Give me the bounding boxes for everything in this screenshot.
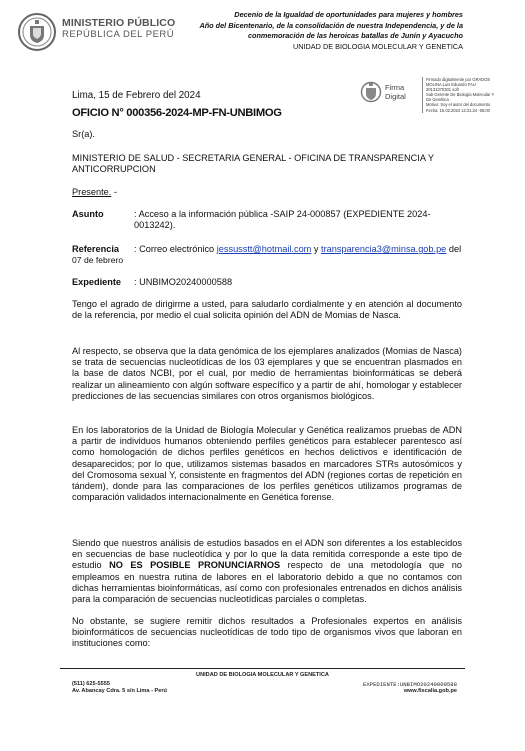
- digital-signature-block: [360, 77, 500, 123]
- decree-line: conmemoración de las heroicas batallas de Junín y Ayacucho: [247, 31, 463, 40]
- footer-phone: (511) 625-5555: [72, 681, 110, 687]
- email-link-2[interactable]: transparencia3@minsa.gob.pe: [321, 244, 447, 254]
- referencia-date: 07 de febrero: [72, 255, 124, 265]
- expediente-label: Expediente: [72, 277, 122, 287]
- footer-expediente: EXPEDIENTE:UNBIMO20240000588: [363, 681, 457, 688]
- paragraph-4: Siendo que nuestros análisis de estudios basados en el ADN son diferentes a los establecidos en secuencias de base nucleotídica y por lo que la data remitida corresponde a este tipo de estudio NO ES POSIBLE PRONUNCIARNOS respecto de una metodología que no empleamos en nuestra rutina de labores en el laboratorio debido a que no contamos con dichas herramientas bioinformáticas, así como con profesionales entrenados en dichos análisis para la comparación de secuencias nucleotídicas parciales o completas.: [72, 538, 462, 605]
- footer-website[interactable]: www.fiscalia.gob.pe: [403, 688, 457, 694]
- decree-line: Decenio de la Igualdad de oportunidades para mujeres y hombres: [234, 10, 463, 19]
- referencia-value: : Correo electrónico jessusstt@hotmail.com y transparencia3@minsa.gob.pe del: [134, 244, 462, 254]
- asunto-value: : Acceso a la información pública -SAIP 24-000857 (EXPEDIENTE 2024-0013242).: [134, 209, 431, 231]
- oficio-number: OFICIO N° 000356-2024-MP-FN-UNBIMOG: [72, 107, 282, 119]
- signature-seal-icon: [360, 79, 382, 109]
- paragraph-1: Tengo el agrado de dirigirme a usted, para saludarlo cordialmente y en atención al documento de la referencia, por medio el cual solicita opinión del ADN de Momias de Nasca.: [72, 299, 462, 321]
- expediente-value: : UNBIMO20240000588: [134, 277, 233, 287]
- decree-line: Año del Bicentenario, de la consolidación de nuestra Independencia, y de la: [199, 20, 463, 30]
- footer-unit: UNIDAD DE BIOLOGIA MOLECULAR Y GENETICA: [196, 672, 329, 678]
- not-possible-statement: NO ES POSIBLE PRONUNCIARNOS: [109, 560, 281, 571]
- paragraph-5: No obstante, se sugiere remitir dichos resultados a Profesionales expertos en análisis bioinformáticos de secuencias nucleotídicas de todo tipo de organismos vivos que laboran en instituciones como:: [72, 616, 462, 649]
- signature-divider: [422, 77, 423, 113]
- footer-divider: [60, 668, 465, 669]
- institution-name-line2: REPÚBLICA DEL PERÚ: [62, 29, 175, 40]
- presente-line: Presente. -: [72, 187, 117, 197]
- recipient: MINISTERIO DE SALUD - SECRETARIA GENERAL - OFICINA DE TRANSPARENCIA Y ANTICORRUPCION: [72, 153, 434, 175]
- signature-meta: Firmado digitalmente por GRADOS MOLINA Luis Eduardo FAU 20131370301 soft Sub Gerente De Biología Molecular Y De Genética Motivo: Soy el autor del documento Fecha: 15.02.2024 12:21:24 -05:00: [426, 77, 495, 113]
- asunto-label: Asunto: [72, 209, 104, 219]
- paragraph-2: Al respecto, se observa que la data genómica de los ejemplares analizados (Momias de Nasca) se trata de secuencias nucleotídicas de los 03 ejemplares y que se encuentran plasmados en la base de datos NCBI, por el cual, por medio de herramientas bioinformáticas se deberá realizar un alineamiento con algún software específico y a partir de ahí, homologar y establecer predicciones de las secuencias similares con otros organismos biológicos.: [72, 346, 462, 401]
- email-link-1[interactable]: jessusstt@hotmail.com: [216, 244, 312, 254]
- header-unit: UNIDAD DE BIOLOGIA MOLECULAR Y GENETICA: [292, 41, 463, 51]
- presente: Presente.: [72, 187, 112, 197]
- signature-label: Firma Digital: [385, 83, 406, 101]
- header-decree-block: [163, 10, 463, 52]
- footer-address: Av. Abancay Cdra. 5 s/n Lima - Perú: [72, 688, 167, 694]
- referencia-label: Referencia: [72, 244, 119, 254]
- institution-name-line1: MINISTERIO PÚBLICO: [62, 17, 176, 29]
- letter-date: Lima, 15 de Febrero del 2024: [72, 90, 201, 101]
- ministerio-publico-crest-logo: [17, 12, 57, 52]
- salutation: Sr(a).: [72, 129, 95, 139]
- paragraph-3: En los laboratorios de la Unidad de Biología Molecular y Genética realizamos pruebas de ADN a partir de individuos humanos obteniendo perfiles genéticos para establecer parentesco así como homologación de dichos perfiles genéticos en hechos delictivos e identificación de desaparecidos; por lo que, utilizamos sistemas basados en marcadores STRs autosómicos y del Cromosoma sexual Y, consistente en fragmentos del ADN (regiones cortas de repetición en tándem), donde para las comparaciones de los perfiles genéticos utilizamos programas de comparación validados internacionalmente en Genética forense.: [72, 425, 462, 503]
